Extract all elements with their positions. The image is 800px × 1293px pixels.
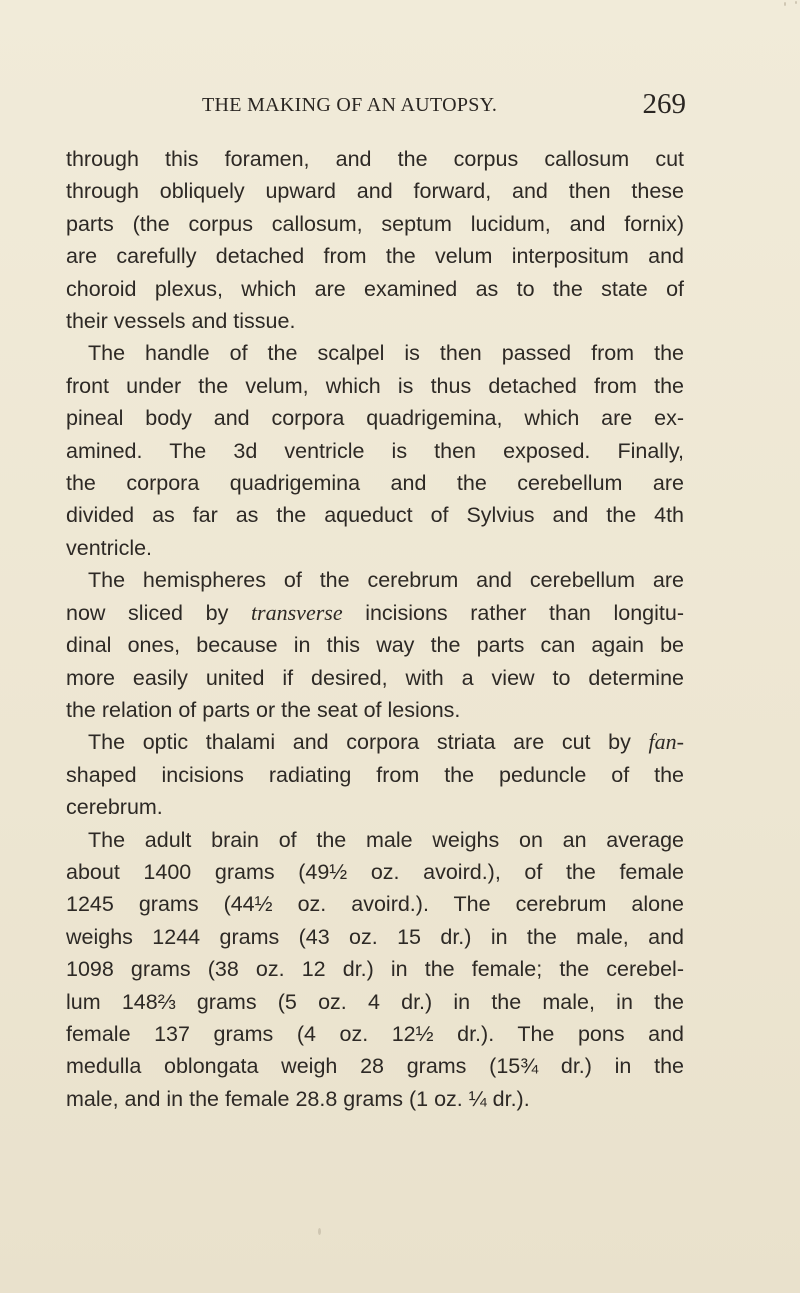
paragraph-3 [66,564,684,726]
paper-speck [795,1,797,4]
text-line: medulla oblongata weigh 28 grams (15¾ dr.) in the [66,1054,684,1079]
text-line: 1098 grams (38 oz. 12 dr.) in the female; the cerebel- [66,957,684,982]
page-number: 269 [642,88,686,120]
text-line: amined. The 3d ventricle is then exposed. Finally, [66,438,684,463]
text-line: shaped incisions radiating from the peduncle of the [66,762,684,787]
text-run: incisions rather than longitu- [342,600,684,625]
paper-speck [318,1228,321,1235]
text-line: front under the velum, which is thus detached from the [66,373,684,398]
text-line: choroid plexus, which are examined as to the state of [66,276,684,301]
text-line: the relation of parts or the seat of lesions. [66,697,461,722]
text-line: male, and in the female 28.8 grams (1 oz. ¼ dr.). [66,1086,530,1111]
text-line: through this foramen, and the corpus callosum cut [66,147,684,171]
paragraph-1 [66,143,684,337]
text-line: pineal body and corpora quadrigemina, which are ex- [66,406,684,431]
text-line: dinal ones, because in this way the parts can again be [66,633,684,658]
text-line: female 137 grams (4 oz. 12½ dr.). The pons and [66,1021,684,1046]
text-line: the corpora quadrigemina and the cerebellum are [66,471,684,496]
text-line: more easily united if desired, with a view to determine [66,665,684,690]
italic-word: fan- [648,729,684,755]
text-line: The adult brain of the male weighs on an average [88,827,684,852]
text-run: The optic thalami and corpora striata are cut by [88,730,649,755]
paragraph-4 [66,726,684,823]
paper-speck [784,2,786,6]
text-line: through obliquely upward and forward, and then these [66,179,684,204]
text-line [66,597,684,629]
italic-word: transverse [250,599,343,625]
text-line: lum 148⅔ grams (5 oz. 4 dr.) in the male, in the [66,989,684,1014]
text-line: are carefully detached from the velum interpositum and [66,244,684,269]
text-line: cerebrum. [66,795,163,820]
text-line: about 1400 grams (49½ oz. avoird.), of the female [66,859,684,884]
page-header [66,88,686,128]
text-line: 1245 grams (44½ oz. avoird.). The cerebrum alone [66,892,684,917]
text-line: their vessels and tissue. [66,309,296,334]
text-line: divided as far as the aqueduct of Sylvius and the 4th [66,503,684,528]
text-line: The handle of the scalpel is then passed from the [88,341,684,366]
paragraph-5 [66,824,684,1116]
text-line: The hemispheres of the cerebrum and cerebellum are [88,568,684,593]
text-line [66,726,684,758]
text-line: weighs 1244 grams (43 oz. 15 dr.) in the male, and [66,924,684,949]
text-line: parts (the corpus callosum, septum lucidum, and fornix) [66,211,684,236]
text-line: ventricle. [66,535,153,560]
body-text [66,143,684,1115]
running-title: THE MAKING OF AN AUTOPSY. [202,94,498,116]
text-run: now sliced by [66,600,251,625]
paragraph-2 [66,337,684,564]
